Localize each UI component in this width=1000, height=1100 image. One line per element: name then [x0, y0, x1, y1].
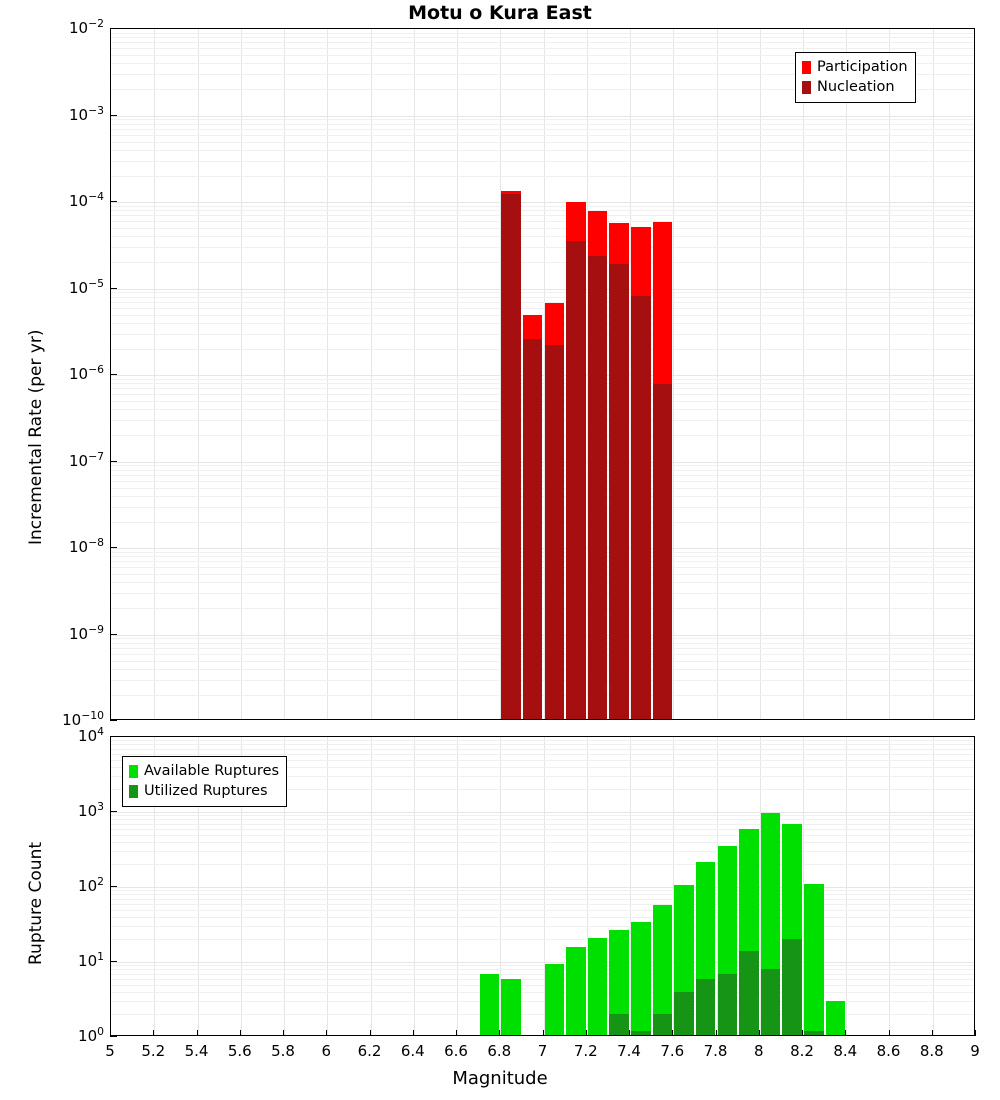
gridline-horizontal: [111, 582, 974, 583]
gridline-horizontal: [111, 161, 974, 162]
gridline-vertical: [414, 29, 415, 719]
x-axis-tick: [586, 1030, 587, 1036]
x-axis-tick: [110, 1030, 111, 1036]
gridline-vertical: [889, 29, 890, 719]
x-axis-tick-label: 8.4: [833, 1042, 858, 1060]
y-axis-tick: [110, 288, 117, 289]
legend-label-participation: Participation: [817, 59, 908, 75]
gridline-horizontal: [111, 142, 974, 143]
gridline-horizontal: [111, 297, 974, 298]
gridline-vertical: [933, 29, 934, 719]
chart-title: Motu o Kura East: [408, 2, 592, 24]
legend-item-participation: [802, 58, 908, 78]
gridline-vertical: [846, 29, 847, 719]
x-axis-tick: [759, 1030, 760, 1036]
x-axis-tick: [283, 1030, 284, 1036]
gridline-vertical: [803, 29, 804, 719]
bar-segment: [653, 293, 672, 384]
gridline-vertical: [889, 737, 890, 1035]
y-axis-tick: [110, 28, 117, 29]
gridline-horizontal: [111, 851, 974, 852]
gridline-horizontal: [111, 334, 974, 335]
gridline-horizontal: [111, 835, 974, 836]
y-axis-tick-label: $10^4$: [78, 725, 104, 745]
gridline-vertical: [846, 737, 847, 1035]
gridline-horizontal: [111, 574, 974, 575]
y-axis-tick: [110, 201, 117, 202]
x-axis-tick-label: 9: [970, 1042, 980, 1060]
gridline-horizontal: [111, 654, 974, 655]
x-axis-tick: [845, 1030, 846, 1036]
x-axis-tick-label: 5: [105, 1042, 115, 1060]
bar: [826, 1001, 845, 1036]
gridline-horizontal: [111, 262, 974, 263]
gridline-horizontal: [111, 749, 974, 750]
gridline-horizontal: [111, 985, 974, 986]
gridline-horizontal: [111, 119, 974, 120]
gridline-horizontal: [111, 302, 974, 303]
legend-item-available-ruptures: [129, 762, 279, 782]
bar: [588, 256, 607, 720]
x-axis-tick-label: 7.8: [703, 1042, 728, 1060]
gridline-horizontal: [111, 669, 974, 670]
legend-label-available: Available Ruptures: [144, 763, 280, 779]
gridline-vertical: [327, 29, 328, 719]
gridline-horizontal: [111, 969, 974, 970]
gridline-horizontal: [111, 394, 974, 395]
x-axis-tick: [240, 1030, 241, 1036]
x-axis-tick: [370, 1030, 371, 1036]
legend-swatch-available: [129, 765, 138, 778]
gridline-horizontal: [111, 210, 974, 211]
x-axis-tick-label: 5.4: [184, 1042, 209, 1060]
x-axis-tick: [672, 1030, 673, 1036]
gridline-horizontal: [111, 754, 974, 755]
gridline-horizontal: [111, 965, 974, 966]
legend-incremental-rate: [795, 52, 916, 103]
y-axis-tick-label: $10^{-10}$: [62, 709, 104, 729]
gridline-horizontal: [111, 247, 974, 248]
gridline-horizontal: [111, 648, 974, 649]
x-axis-tick: [499, 1030, 500, 1036]
y-axis-tick-label: $10^{-3}$: [68, 103, 104, 124]
x-axis-tick-label: 7.4: [617, 1042, 641, 1060]
y-axis-tick-label: $10^{-9}$: [68, 622, 104, 643]
x-axis-tick-label: 6.6: [444, 1042, 468, 1060]
gridline-horizontal: [111, 462, 974, 463]
gridline-horizontal: [111, 42, 974, 43]
gridline-horizontal: [111, 926, 974, 927]
y-axis-tick: [110, 961, 117, 962]
gridline-horizontal: [111, 420, 974, 421]
gridline-vertical: [717, 29, 718, 719]
legend-label-utilized: Utilized Ruptures: [144, 782, 268, 799]
x-axis-tick: [932, 1030, 933, 1036]
gridline-horizontal: [111, 388, 974, 389]
legend-swatch-participation: [802, 61, 811, 74]
gridline-vertical: [284, 29, 285, 719]
x-axis-tick-label: 6.8: [487, 1042, 512, 1060]
gridline-horizontal: [111, 638, 974, 639]
bar: [609, 1014, 628, 1036]
gridline-horizontal: [111, 643, 974, 644]
gridline-horizontal: [111, 221, 974, 222]
gridline-vertical: [241, 29, 242, 719]
gridline-horizontal: [111, 228, 974, 229]
gridline-horizontal: [111, 552, 974, 553]
y-axis-tick-label: $10^{-5}$: [68, 276, 104, 297]
gridline-horizontal: [111, 129, 974, 130]
y-axis-tick: [110, 547, 117, 548]
gridline-horizontal: [111, 815, 974, 816]
x-axis-tick: [197, 1030, 198, 1036]
x-axis-tick-label: 8.8: [919, 1042, 944, 1060]
gridline-horizontal: [111, 635, 974, 636]
gridline-vertical: [673, 29, 674, 719]
x-axis-tick: [975, 1030, 976, 1036]
bar: [804, 1031, 823, 1036]
y-axis-tick: [110, 720, 117, 721]
x-axis-tick-label: 5.2: [141, 1042, 166, 1060]
x-axis-tick-label: 5.6: [227, 1042, 252, 1060]
gridline-horizontal: [111, 308, 974, 309]
gridline-horizontal: [111, 890, 974, 891]
bar: [566, 947, 585, 1036]
bar: [653, 1014, 672, 1036]
gridline-horizontal: [111, 824, 974, 825]
x-axis-tick-label: 8.6: [876, 1042, 901, 1060]
gridline-horizontal: [111, 33, 974, 34]
gridline-vertical: [933, 737, 934, 1035]
gridline-horizontal: [111, 488, 974, 489]
bar: [674, 992, 693, 1036]
gridline-vertical: [371, 29, 372, 719]
bar: [718, 974, 737, 1036]
gridline-horizontal: [111, 979, 974, 980]
x-axis-tick: [326, 1030, 327, 1036]
gridline-horizontal: [111, 548, 974, 549]
gridline-horizontal: [111, 939, 974, 940]
x-axis-tick: [413, 1030, 414, 1036]
gridline-horizontal: [111, 899, 974, 900]
x-axis-tick-label: 8.2: [790, 1042, 814, 1060]
gridline-horizontal: [111, 383, 974, 384]
gridline-horizontal: [111, 323, 974, 324]
legend-swatch-utilized: [129, 785, 138, 798]
gridline-horizontal: [111, 661, 974, 662]
bar: [545, 964, 564, 1036]
x-axis-tick: [889, 1030, 890, 1036]
bar-segment: [631, 285, 650, 296]
bar: [566, 241, 585, 720]
gridline-vertical: [198, 29, 199, 719]
y-axis-tick-label: $10^{-6}$: [68, 363, 104, 383]
bar: [739, 951, 758, 1036]
gridline-horizontal: [111, 522, 974, 523]
x-axis-tick: [802, 1030, 803, 1036]
gridline-horizontal: [111, 470, 974, 471]
x-axis-tick: [543, 1030, 544, 1036]
gridline-horizontal: [111, 496, 974, 497]
gridline-horizontal: [111, 206, 974, 207]
legend-swatch-nucleation: [802, 81, 811, 94]
gridline-horizontal: [111, 116, 974, 117]
legend-label-nucleation: Nucleation: [817, 78, 895, 95]
gridline-horizontal: [111, 740, 974, 741]
gridline-horizontal: [111, 475, 974, 476]
x-axis-tick-label: 7.6: [660, 1042, 685, 1060]
gridline-horizontal: [111, 124, 974, 125]
x-axis-label: Magnitude: [452, 1068, 548, 1089]
y-axis-tick: [110, 886, 117, 887]
gridline-horizontal: [111, 556, 974, 557]
x-axis-tick-label: 5.8: [271, 1042, 295, 1060]
bar: [609, 264, 628, 720]
bar: [501, 979, 520, 1036]
gridline-vertical: [327, 737, 328, 1035]
gridline-horizontal: [111, 593, 974, 594]
legend-item-utilized-ruptures: [129, 782, 279, 802]
y-axis-tick: [110, 461, 117, 462]
bar: [782, 939, 801, 1036]
gridline-horizontal: [111, 135, 974, 136]
x-axis-tick: [456, 1030, 457, 1036]
gridline-horizontal: [111, 962, 974, 963]
gridline-horizontal: [111, 887, 974, 888]
bar: [480, 974, 499, 1036]
y-axis-tick-label: $10^1$: [78, 950, 104, 970]
gridline-vertical: [154, 29, 155, 719]
x-axis-tick: [716, 1030, 717, 1036]
incremental-rate-plot: [110, 28, 975, 720]
gridline-horizontal: [111, 176, 974, 177]
gridline-horizontal: [111, 974, 974, 975]
gridline-horizontal: [111, 202, 974, 203]
bar: [631, 1031, 650, 1036]
bar: [523, 339, 542, 720]
gridline-horizontal: [111, 375, 974, 376]
gridline-horizontal: [111, 465, 974, 466]
bar: [804, 884, 823, 1036]
gridline-horizontal: [111, 349, 974, 350]
gridline-horizontal: [111, 567, 974, 568]
gridline-horizontal: [111, 481, 974, 482]
y-axis-label-top: Incremental Rate (per yr): [26, 329, 46, 545]
x-axis-tick-label: 6: [321, 1042, 332, 1060]
gridline-horizontal: [111, 236, 974, 237]
y-axis-label-bottom: Rupture Count: [26, 841, 46, 965]
plot-area-top: [111, 29, 974, 719]
y-axis-tick-label: $10^{-2}$: [68, 17, 104, 37]
y-axis-tick: [110, 374, 117, 375]
x-axis-tick: [153, 1030, 154, 1036]
gridline-horizontal: [111, 561, 974, 562]
x-axis-tick-label: 7: [537, 1042, 548, 1060]
gridline-horizontal: [111, 315, 974, 316]
y-axis-tick: [110, 1036, 117, 1037]
bar: [631, 285, 650, 720]
gridline-horizontal: [111, 215, 974, 216]
bar: [696, 979, 715, 1036]
gridline-horizontal: [111, 409, 974, 410]
gridline-horizontal: [111, 289, 974, 290]
gridline-horizontal: [111, 401, 974, 402]
x-axis-tick-label: 8: [753, 1042, 764, 1060]
gridline-horizontal: [111, 292, 974, 293]
gridline-horizontal: [111, 680, 974, 681]
y-axis-tick-label: $10^3$: [78, 800, 104, 820]
gridline-horizontal: [111, 507, 974, 508]
gridline-horizontal: [111, 48, 974, 49]
gridline-vertical: [760, 29, 761, 719]
y-axis-tick-label: $10^0$: [78, 1025, 104, 1045]
legend-item-nucleation: [802, 78, 908, 98]
gridline-horizontal: [111, 917, 974, 918]
x-axis-tick-label: 6.2: [357, 1042, 382, 1060]
gridline-horizontal: [111, 744, 974, 745]
y-axis-tick: [110, 634, 117, 635]
bar: [631, 922, 650, 1036]
y-axis-tick: [110, 811, 117, 812]
gridline-horizontal: [111, 435, 974, 436]
gridline-horizontal: [111, 894, 974, 895]
gridline-horizontal: [111, 904, 974, 905]
legend-rupture-count: [122, 756, 287, 807]
gridline-horizontal: [111, 819, 974, 820]
gridline-vertical: [414, 737, 415, 1035]
gridline-horizontal: [111, 842, 974, 843]
bar: [501, 194, 520, 720]
gridline-horizontal: [111, 910, 974, 911]
gridline-horizontal: [111, 379, 974, 380]
bar: [588, 938, 607, 1036]
x-axis-tick: [629, 1030, 630, 1036]
y-axis-tick-label: $10^{-7}$: [68, 449, 104, 470]
gridline-horizontal: [111, 150, 974, 151]
bar: [761, 969, 780, 1036]
y-axis-tick-label: $10^{-8}$: [68, 536, 104, 556]
y-axis-tick-label: $10^2$: [78, 875, 104, 895]
gridline-horizontal: [111, 812, 974, 813]
gridline-vertical: [371, 737, 372, 1035]
x-axis-tick-label: 7.2: [573, 1042, 598, 1060]
gridline-vertical: [457, 29, 458, 719]
gridline-horizontal: [111, 695, 974, 696]
bar: [545, 345, 564, 720]
gridline-horizontal: [111, 37, 974, 38]
y-axis-tick: [110, 115, 117, 116]
gridline-horizontal: [111, 992, 974, 993]
gridline-horizontal: [111, 608, 974, 609]
gridline-horizontal: [111, 864, 974, 865]
y-axis-tick: [110, 736, 117, 737]
gridline-horizontal: [111, 829, 974, 830]
x-axis-tick-label: 6.4: [400, 1042, 425, 1060]
gridline-vertical: [457, 737, 458, 1035]
y-axis-tick-label: $10^{-4}$: [68, 190, 104, 210]
